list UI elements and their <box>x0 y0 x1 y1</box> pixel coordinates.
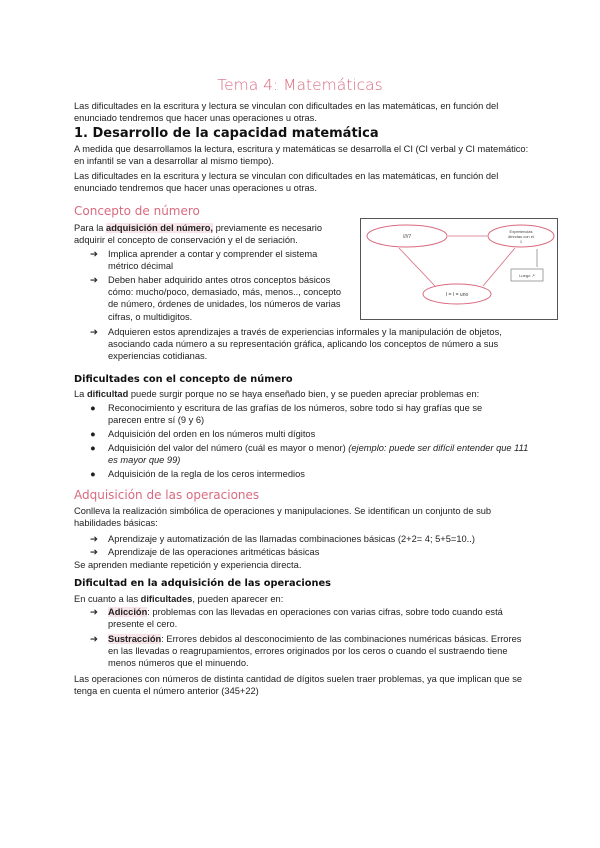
arrow-icon: ➔ <box>90 607 98 617</box>
bullet-icon: ● <box>90 443 96 453</box>
list-item: ➔ Adquieren estos aprendizajes a través de experiencias informales y la manipulación de objetos, asociando cada número a su representación gráfica, aplicando los conceptos de número a sus experiencias cotidianas. <box>90 327 502 362</box>
arrow-icon: ➔ <box>90 327 98 337</box>
section-1-heading: 1. Desarrollo de la capacidad matemática <box>74 126 379 141</box>
list-item: ➔ Deben haber adquirido antes otros conceptos básicos cómo: mucho/poco, demasiado, más, menos.., concepto de número, órdenes de unidades, los números de varias cifras, o multidigitos. <box>90 275 342 322</box>
dificultad-operaciones-heading: Dificultad en la adquisición de las operaciones <box>74 578 331 589</box>
list-item: ➔ Adicción: problemas con las llevadas en operaciones con varias cifras, sobre todo cuando está presente el cero. <box>90 607 503 630</box>
list-item: ➔ Aprendizaje y automatización de las llamadas combinaciones básicas (2+2= 4; 5+5=10..) <box>90 534 475 544</box>
list-item: ● Adquisición del orden en los números multi dígitos <box>90 429 316 439</box>
list-item: ● Adquisición de la regla de los ceros intermedios <box>90 469 305 479</box>
arrow-icon: ➔ <box>90 547 98 557</box>
diagram-right-label-c: 1 <box>519 239 523 244</box>
arrow-icon: ➔ <box>90 634 98 644</box>
highlight-adquisicion: adquisición del número, <box>106 223 213 233</box>
diagram-left-label: ////7 <box>402 234 412 240</box>
diagram-right-label-b: directas con el <box>508 234 534 239</box>
bullet-icon: ● <box>90 469 96 479</box>
section-1-paragraph-1: A medida que desarrollamos la lectura, escritura y matemáticas se desarrolla el CI (CI verbal y CI matemático: en infantil se van a desarrollar al mismo tiempo). <box>74 144 529 167</box>
diagram-arrow-left <box>399 248 435 286</box>
highlight-sustraccion: Sustracción <box>108 634 162 644</box>
operaciones-heading: Adquisición de las operaciones <box>74 488 260 502</box>
arrow-icon: ➔ <box>90 249 98 259</box>
operaciones-paragraph-1: Conlleva la realización simbólica de operaciones y manipulaciones. Se identifican un conjunto de sub habilidades básicas: <box>74 506 492 529</box>
operaciones-paragraph-2: Se aprenden mediante repetición y experiencia directa. <box>74 560 302 570</box>
list-item: ➔ Aprendizaje de las operaciones aritméticas básicas <box>90 547 320 557</box>
bullet-icon: ● <box>90 403 96 413</box>
diagram-arrow-right <box>483 248 515 286</box>
arrow-icon: ➔ <box>90 534 98 544</box>
arrow-icon: ➔ <box>90 275 98 285</box>
concepto-lead: Para la adquisición del número, previamente es necesario adquirir el concepto de conservación y el de seriación. <box>74 223 323 246</box>
diagram-bottom-label: I = I = uno <box>445 292 469 298</box>
highlight-adicion: Adicción <box>108 607 148 617</box>
dificultades-numero-heading: Dificultades con el concepto de número <box>74 374 293 385</box>
concepto-heading: Concepto de número <box>74 204 200 218</box>
page-title: Tema 4: Matemáticas <box>217 76 383 94</box>
dificultades-numero-lead: La dificultad puede surgir porque no se haya enseñado bien, y se pueden apreciar problemas en: <box>74 389 480 399</box>
diagram-box-label: Luego ↗ <box>519 273 535 278</box>
intro-paragraph: Las dificultades en la escritura y lectura se vinculan con dificultades en las matemáticas, en función del enunciado tendremos que hacer unas operaciones u otras. <box>74 101 499 124</box>
section-1-paragraph-2: Las dificultades en la escritura y lectura se vinculan con dificultades en las matemáticas, en función del enunciado tendremos que hacer unas operaciones u otras. <box>74 171 499 194</box>
closing-paragraph: Las operaciones con números de distinta cantidad de dígitos suelen traer problemas, ya que implican que se tenga en cuenta el número anterior (345+22) <box>74 674 523 697</box>
list-item: ➔ Sustracción: Errores debidos al desconocimiento de las combinaciones numéricas básicas. Errores en las llevadas o reagrupamientos, errores originados por los ceros o cuando el sustraendo tiene menos números que el minuendo. <box>90 634 522 669</box>
bullet-icon: ● <box>90 429 96 439</box>
list-item: ➔ Implica aprender a contar y comprender el sistema métrico décimal <box>90 249 318 272</box>
list-item: ● Adquisición del valor del número (cuál es mayor o menor) (ejemplo: puede ser difícil entender que 111 es mayor que 99) <box>90 443 529 466</box>
list-item: ● Reconocimiento y escritura de las grafías de los números, sobre todo si hay grafías que se parecen entre sí (9 y 6) <box>90 403 483 426</box>
diagram-right-label-a: Experiencias <box>509 229 533 234</box>
number-concept-diagram <box>360 218 558 320</box>
diagram-svg <box>361 219 557 319</box>
dificultad-operaciones-lead: En cuanto a las dificultades, pueden aparecer en: <box>74 594 284 604</box>
